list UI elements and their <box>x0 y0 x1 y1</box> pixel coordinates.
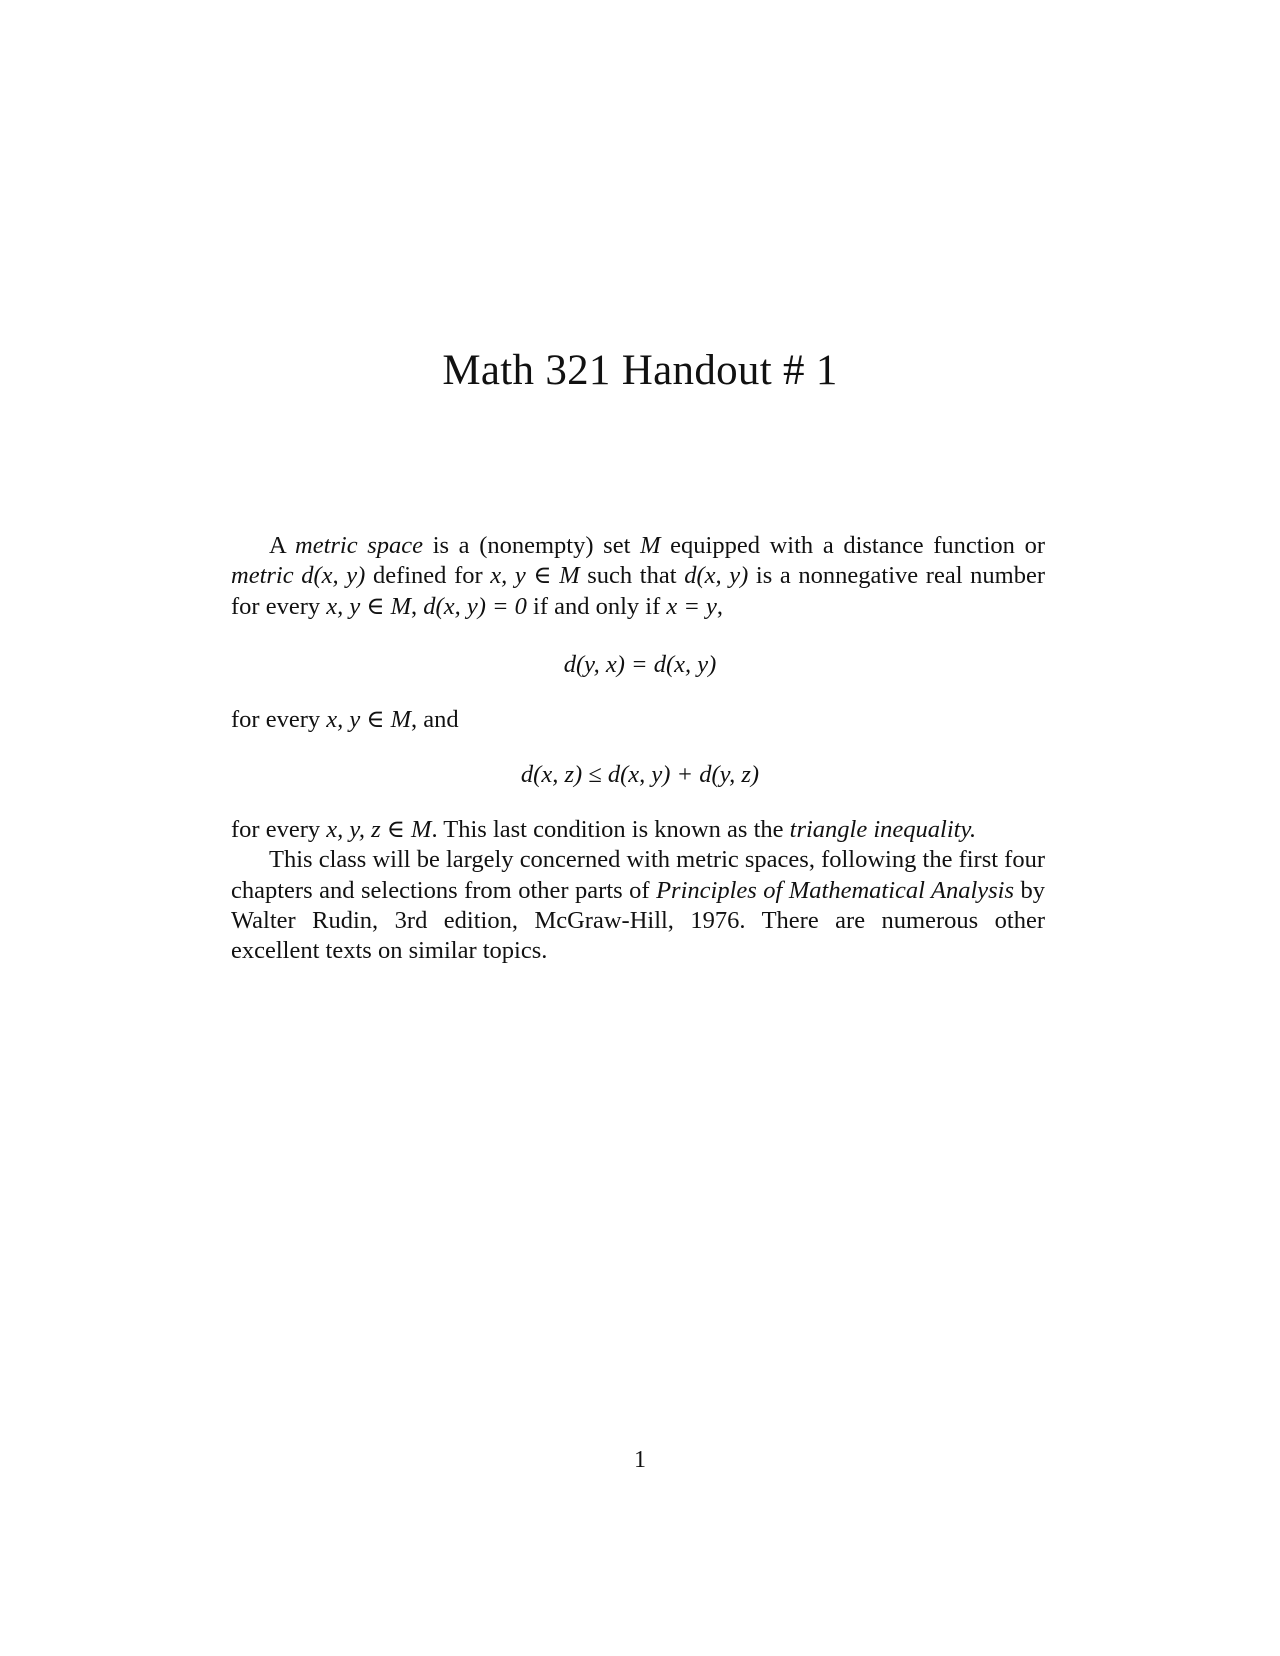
definition-paragraph <box>231 531 1045 622</box>
term-triangle-inequality: triangle inequality. <box>789 816 977 843</box>
page-title: Math 321 Handout # 1 <box>442 347 838 394</box>
text-run: defined for <box>365 562 491 590</box>
text-run: by Walter Rudin, 3rd edition, McGraw-Hill, 1976. There are numerous other excellent texts on similar topics. <box>231 876 1046 965</box>
text-run: is a (nonempty) set <box>423 532 641 559</box>
text-run: A <box>269 532 295 559</box>
text-run: This class will be largely concerned with metric spaces, following the first four chapters and selections from other parts of <box>231 846 1045 904</box>
page-number: 1 <box>634 1447 646 1473</box>
math-xyz-in-m: x, y, z ∈ M <box>326 816 432 843</box>
text-run: . This last condition is known as the <box>431 816 790 843</box>
text-run: equipped with a distance function or <box>660 532 1045 559</box>
text-run: if and only if <box>526 592 667 620</box>
math-x-y-in-m: x, y ∈ M <box>326 592 412 620</box>
closing-paragraph <box>231 815 1045 966</box>
math-x-y-in-m: x, y ∈ M <box>326 706 412 733</box>
book-title: Principles of Mathematical Analysis <box>656 876 1015 904</box>
text-run: , <box>411 592 424 620</box>
text-run: , <box>716 592 724 620</box>
equation-symmetry: d(y, x) = d(x, y) <box>563 651 717 678</box>
math-x-eq-y: x = y <box>666 592 717 620</box>
equation-triangle-inequality: d(x, z) ≤ d(x, y) + d(y, z) <box>520 761 760 788</box>
text-run: for every <box>231 706 327 733</box>
math-x-y-in-m: x, y ∈ M <box>490 562 580 590</box>
term-metric-space: metric space <box>295 532 424 559</box>
between-equations-line <box>231 705 459 735</box>
text-run: is a nonnegative real number for every <box>231 562 1045 620</box>
math-d-xy-zero: d(x, y) = 0 <box>423 592 527 620</box>
math-set-m: M <box>640 532 661 559</box>
math-d-xy: d(x, y) <box>684 562 749 590</box>
text-run: , and <box>411 706 459 733</box>
term-metric: metric <box>231 562 294 590</box>
math-d-xy: d(x, y) <box>301 562 366 590</box>
text-run: such that <box>579 562 685 590</box>
text-run: for every <box>231 816 327 843</box>
